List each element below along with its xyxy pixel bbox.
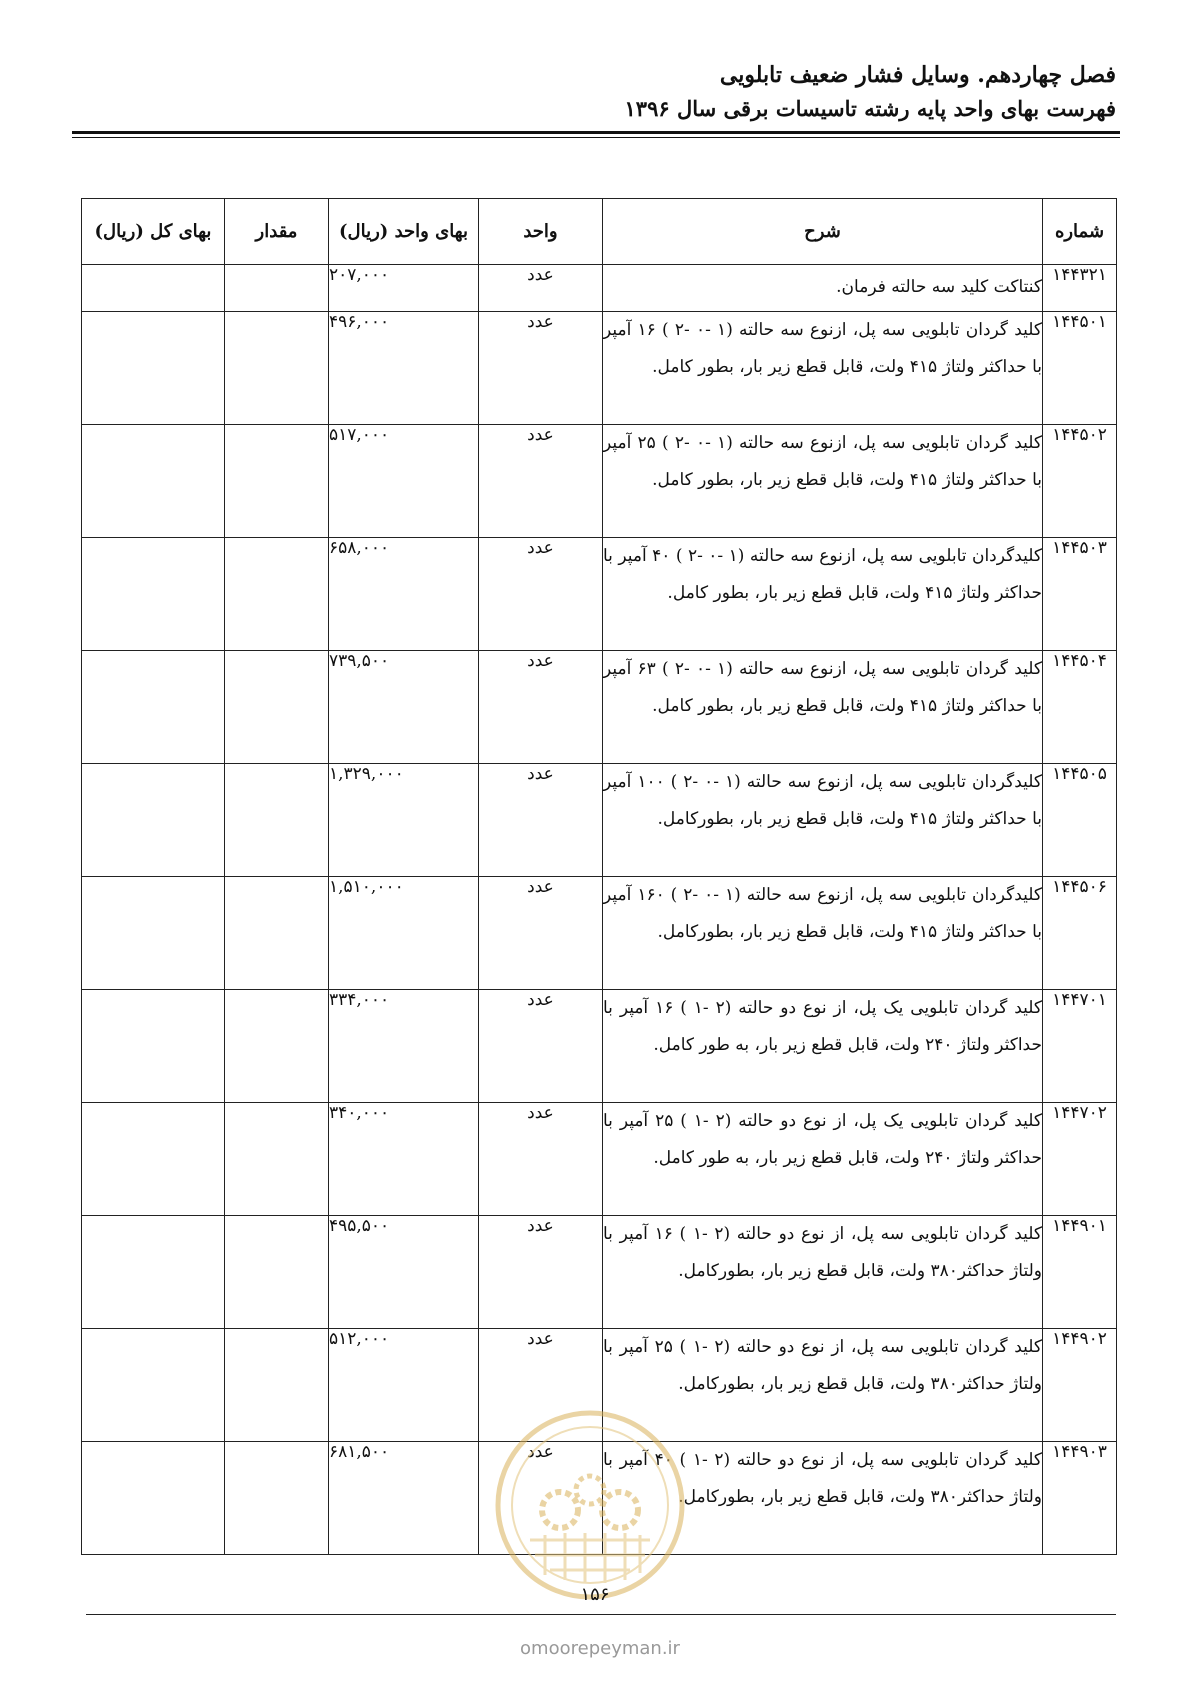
item-unit-price: ۱,۳۲۹,۰۰۰ — [329, 764, 479, 877]
item-description: کلید گردان تابلویی سه پل، از نوع دو حالته (۲ -۱ ) ۴۰ آمپر با ولتاژ حداکثر۳۸۰ ولت، قابل قطع زیر بار، بطورکامل. — [603, 1442, 1043, 1555]
item-code: ۱۴۴۵۰۱ — [1043, 312, 1117, 425]
page-number: ۱۵۶ — [580, 1584, 610, 1605]
chapter-title: فصل چهاردهم. وسایل فشار ضعیف تابلویی — [719, 62, 1116, 88]
item-unit-price: ۶۵۸,۰۰۰ — [329, 538, 479, 651]
item-unit-price: ۶۸۱,۵۰۰ — [329, 1442, 479, 1555]
footer-rule — [86, 1614, 1116, 1615]
item-description: کلید گردان تابلویی سه پل، از نوع دو حالته (۲ -۱ ) ۱۶ آمپر با ولتاژ حداکثر۳۸۰ ولت، قابل قطع زیر بار، بطورکامل. — [603, 1216, 1043, 1329]
item-total-price — [82, 425, 225, 538]
item-description: کلید گردان تابلویی سه پل، ازنوع سه حالته (۱ -۰ -۲ ) ۲۵ آمپر با حداکثر ولتاژ ۴۱۵ ولت، قابل قطع زیر بار، بطور کامل. — [603, 425, 1043, 538]
item-description: کلید گردان تابلویی یک پل، از نوع دو حالته (۲ -۱ ) ۲۵ آمپر با حداکثر ولتاژ ۲۴۰ ولت، قابل قطع زیر بار، به طور کامل. — [603, 1103, 1043, 1216]
item-total-price — [82, 538, 225, 651]
item-unit: عدد — [479, 265, 603, 312]
item-code: ۱۴۴۵۰۳ — [1043, 538, 1117, 651]
item-unit: عدد — [479, 1216, 603, 1329]
item-quantity — [225, 312, 329, 425]
table-row — [82, 764, 1117, 877]
item-code: ۱۴۴۹۰۲ — [1043, 1329, 1117, 1442]
item-description: کلید گردان تابلویی سه پل، ازنوع سه حالته (۱ -۰ -۲ ) ۱۶ آمپر با حداکثر ولتاژ ۴۱۵ ولت، قابل قطع زیر بار، بطور کامل. — [603, 312, 1043, 425]
item-total-price — [82, 1329, 225, 1442]
item-total-price — [82, 877, 225, 990]
header-rule — [72, 131, 1120, 134]
item-total-price — [82, 764, 225, 877]
item-description: کلیدگردان تابلویی سه پل، ازنوع سه حالته (۱ -۰ -۲ ) ۴۰ آمپر با حداکثر ولتاژ ۴۱۵ ولت، قابل قطع زیر بار، بطور کامل. — [603, 538, 1043, 651]
item-total-price — [82, 990, 225, 1103]
item-unit-price: ۵۱۲,۰۰۰ — [329, 1329, 479, 1442]
watermark-seal-icon — [490, 1405, 690, 1605]
item-unit-price: ۳۴۰,۰۰۰ — [329, 1103, 479, 1216]
item-quantity — [225, 764, 329, 877]
item-quantity — [225, 1442, 329, 1555]
item-code: ۱۴۴۵۰۲ — [1043, 425, 1117, 538]
item-unit-price: ۵۱۷,۰۰۰ — [329, 425, 479, 538]
item-total-price — [82, 1442, 225, 1555]
item-total-price — [82, 1216, 225, 1329]
item-code: ۱۴۴۷۰۲ — [1043, 1103, 1117, 1216]
watermark-url: omoorepeyman.ir — [520, 1638, 680, 1659]
item-quantity — [225, 1103, 329, 1216]
item-description: کلید گردان تابلویی سه پل، ازنوع سه حالته (۱ -۰ -۲ ) ۶۳ آمپر با حداکثر ولتاژ ۴۱۵ ولت، قابل قطع زیر بار، بطور کامل. — [603, 651, 1043, 764]
item-code: ۱۴۴۵۰۴ — [1043, 651, 1117, 764]
item-unit: عدد — [479, 990, 603, 1103]
item-code: ۱۴۴۳۲۱ — [1043, 265, 1117, 312]
item-description: کلید گردان تابلویی سه پل، از نوع دو حالته (۲ -۱ ) ۲۵ آمپر با ولتاژ حداکثر۳۸۰ ولت، قابل قطع زیر بار، بطورکامل. — [603, 1329, 1043, 1442]
table-header-row — [82, 199, 1117, 265]
item-code: ۱۴۴۵۰۵ — [1043, 764, 1117, 877]
item-description: کلید گردان تابلویی یک پل، از نوع دو حالته (۲ -۱ ) ۱۶ آمپر با حداکثر ولتاژ ۲۴۰ ولت، قابل قطع زیر بار، به طور کامل. — [603, 990, 1043, 1103]
table-row — [82, 651, 1117, 764]
item-unit: عدد — [479, 1442, 603, 1555]
table-row — [82, 265, 1117, 312]
item-quantity — [225, 877, 329, 990]
item-quantity — [225, 425, 329, 538]
item-total-price — [82, 265, 225, 312]
item-code: ۱۴۴۹۰۳ — [1043, 1442, 1117, 1555]
column-header-quantity: مقدار — [225, 199, 329, 265]
column-header-unit: واحد — [479, 199, 603, 265]
table-row — [82, 990, 1117, 1103]
table-row — [82, 312, 1117, 425]
item-unit-price: ۴۹۶,۰۰۰ — [329, 312, 479, 425]
item-description: کنتاکت کلید سه حالته فرمان. — [603, 265, 1043, 312]
item-code: ۱۴۴۵۰۶ — [1043, 877, 1117, 990]
item-unit: عدد — [479, 425, 603, 538]
table-row — [82, 1103, 1117, 1216]
item-unit: عدد — [479, 1329, 603, 1442]
item-unit-price: ۷۳۹,۵۰۰ — [329, 651, 479, 764]
column-header-total-price: بهای کل (ریال) — [82, 199, 225, 265]
item-total-price — [82, 651, 225, 764]
item-unit-price: ۴۹۵,۵۰۰ — [329, 1216, 479, 1329]
header-rule-thin — [72, 137, 1120, 138]
table-row — [82, 425, 1117, 538]
price-table — [81, 198, 1117, 1555]
item-unit: عدد — [479, 764, 603, 877]
item-quantity — [225, 538, 329, 651]
item-quantity — [225, 1329, 329, 1442]
column-header-code: شماره — [1043, 199, 1117, 265]
item-description: کلیدگردان تابلویی سه پل، ازنوع سه حالته (۱ -۰ -۲ ) ۱۶۰ آمپر با حداکثر ولتاژ ۴۱۵ ولت، قابل قطع زیر بار، بطورکامل. — [603, 877, 1043, 990]
item-unit-price: ۳۳۴,۰۰۰ — [329, 990, 479, 1103]
item-code: ۱۴۴۹۰۱ — [1043, 1216, 1117, 1329]
item-unit: عدد — [479, 312, 603, 425]
item-quantity — [225, 651, 329, 764]
item-unit: عدد — [479, 538, 603, 651]
page-header — [66, 58, 1116, 126]
table-row — [82, 1216, 1117, 1329]
item-quantity — [225, 1216, 329, 1329]
item-quantity — [225, 990, 329, 1103]
item-unit-price: ۱,۵۱۰,۰۰۰ — [329, 877, 479, 990]
column-header-description: شرح — [603, 199, 1043, 265]
item-unit-price: ۲۰۷,۰۰۰ — [329, 265, 479, 312]
item-total-price — [82, 1103, 225, 1216]
book-title: فهرست بهای واحد پایه رشته تاسیسات برقی سال ۱۳۹۶ — [624, 96, 1116, 121]
item-description: کلیدگردان تابلویی سه پل، ازنوع سه حالته (۱ -۰ -۲ ) ۱۰۰ آمپر با حداکثر ولتاژ ۴۱۵ ولت، قابل قطع زیر بار، بطورکامل. — [603, 764, 1043, 877]
item-unit: عدد — [479, 651, 603, 764]
item-total-price — [82, 312, 225, 425]
item-unit: عدد — [479, 1103, 603, 1216]
table-row — [82, 877, 1117, 990]
item-unit: عدد — [479, 877, 603, 990]
table-row — [82, 538, 1117, 651]
item-quantity — [225, 265, 329, 312]
item-code: ۱۴۴۷۰۱ — [1043, 990, 1117, 1103]
column-header-unit-price: بهای واحد (ریال) — [329, 199, 479, 265]
